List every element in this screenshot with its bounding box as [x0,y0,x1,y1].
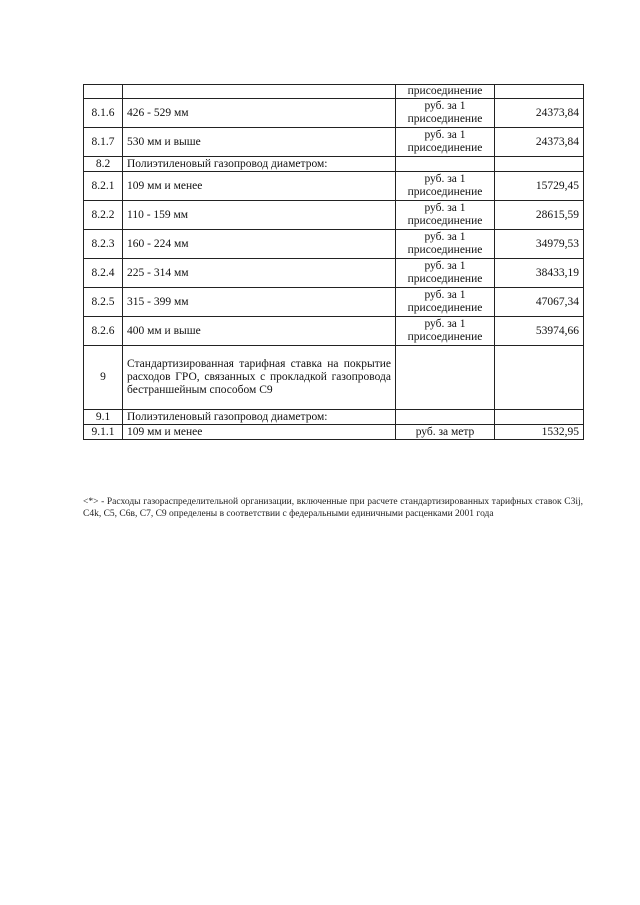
row-description: Стандартизированная тарифная ставка на покрытие расходов ГРО, связанных с прокладкой газопровода бестраншейным способом С9 [123,346,396,410]
row-value: 28615,59 [495,201,584,230]
row-value [495,410,584,425]
table-row [84,85,584,99]
row-description: 160 - 224 мм [123,230,396,259]
footnote: <*> - Расходы газораспределительной организации, включенные при расчете стандартизированных тарифных ставок С3ij, С4k, С5, С6в, С7, С9 определены в соответствии с федеральными единичными расценками 2001 года [83,496,583,519]
row-number: 8.2.3 [84,230,123,259]
row-value: 15729,45 [495,172,584,201]
row-value [495,85,584,99]
row-number: 8.2 [84,157,123,172]
row-unit: руб. за метр [396,425,495,440]
row-description [123,85,396,99]
table-row [84,346,584,410]
table-row [84,230,584,259]
row-unit: руб. за 1 присоединение [396,201,495,230]
row-number: 8.2.1 [84,172,123,201]
row-value: 34979,53 [495,230,584,259]
table-row [84,317,584,346]
row-value: 24373,84 [495,128,584,157]
row-unit: руб. за 1 присоединение [396,172,495,201]
row-number: 8.1.6 [84,99,123,128]
row-unit: присоединение [396,85,495,99]
table-row [84,201,584,230]
row-description: 426 - 529 мм [123,99,396,128]
tariff-table [83,84,584,440]
row-unit [396,410,495,425]
row-description: Полиэтиленовый газопровод диаметром: [123,410,396,425]
row-unit [396,346,495,410]
row-unit: руб. за 1 присоединение [396,259,495,288]
row-description: 400 мм и выше [123,317,396,346]
row-unit: руб. за 1 присоединение [396,128,495,157]
row-number: 8.1.7 [84,128,123,157]
row-description: 225 - 314 мм [123,259,396,288]
row-value: 24373,84 [495,99,584,128]
row-value [495,157,584,172]
row-description: 110 - 159 мм [123,201,396,230]
row-number: 9.1 [84,410,123,425]
row-description: Полиэтиленовый газопровод диаметром: [123,157,396,172]
row-number: 8.2.5 [84,288,123,317]
row-value: 47067,34 [495,288,584,317]
table-row [84,259,584,288]
table-row [84,172,584,201]
row-number [84,85,123,99]
table-row [84,157,584,172]
row-description: 530 мм и выше [123,128,396,157]
table-row [84,99,584,128]
row-description: 109 мм и менее [123,425,396,440]
row-value [495,346,584,410]
table-row [84,128,584,157]
table-row [84,410,584,425]
row-value: 53974,66 [495,317,584,346]
row-unit: руб. за 1 присоединение [396,317,495,346]
row-unit: руб. за 1 присоединение [396,230,495,259]
row-description: 109 мм и менее [123,172,396,201]
row-number: 9 [84,346,123,410]
row-number: 9.1.1 [84,425,123,440]
row-unit [396,157,495,172]
row-unit: руб. за 1 присоединение [396,288,495,317]
row-value: 1532,95 [495,425,584,440]
row-unit: руб. за 1 присоединение [396,99,495,128]
table-row [84,288,584,317]
row-value: 38433,19 [495,259,584,288]
row-description: 315 - 399 мм [123,288,396,317]
table-row [84,425,584,440]
row-number: 8.2.6 [84,317,123,346]
row-number: 8.2.2 [84,201,123,230]
row-number: 8.2.4 [84,259,123,288]
